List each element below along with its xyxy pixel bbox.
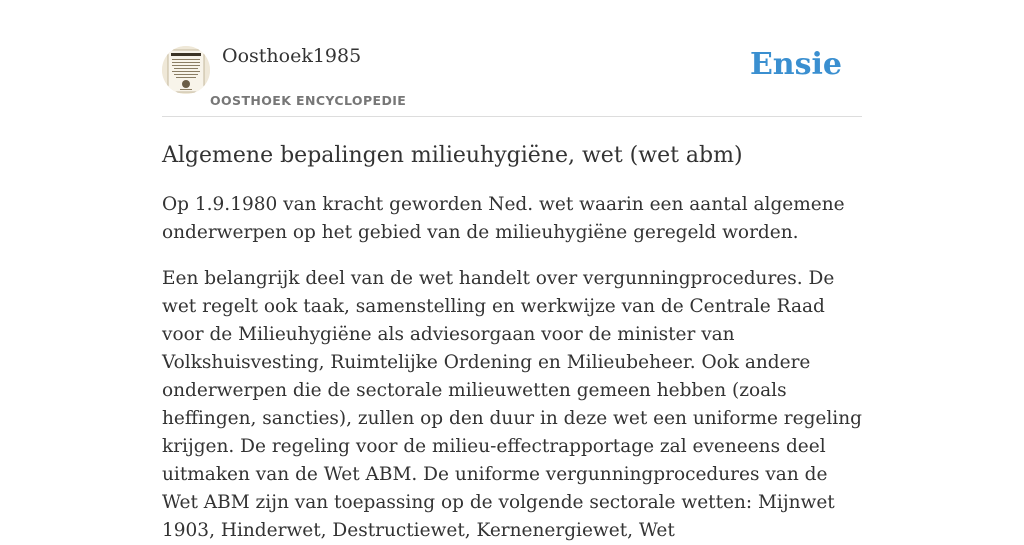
- brand-logo[interactable]: Ensie: [749, 47, 842, 82]
- article-title: Algemene bepalingen milieuhygiëne, wet (wet abm): [162, 143, 743, 168]
- avatar[interactable]: [162, 46, 210, 94]
- article-paragraph: Op 1.9.1980 van kracht geworden Ned. wet waarin een aantal algemene onderwerpen op het gebied van de milieuhygiëne geregeld worden.: [162, 194, 845, 243]
- author-name[interactable]: Oosthoek1985: [222, 45, 362, 67]
- source-label[interactable]: OOSTHOEK ENCYCLOPEDIE: [210, 93, 407, 108]
- header: [162, 0, 862, 117]
- article-paragraph: Een belangrijk deel van de wet handelt over vergunningprocedures. De wet regelt ook taak, samenstelling en werkwijze van de Centrale Raad voor de Milieuhygiëne als adviesorgaan voor de minister van Volkshuisvesting, Ruimtelijke Ordening en Milieubeheer. Ook andere onderwerpen die de sectorale milieuwetten gemeen hebben (zoals heffingen, sancties), zullen op den duur in deze wet een uniforme regeling krijgen. De regeling voor de milieu-effectrapportage zal eveneens deel uitmaken van de Wet ABM. De uniforme vergunningprocedures van de Wet ABM zijn van toepassing op de volgende sectorale wetten: Mijnwet 1903, Hinderwet, Destructiewet, Kernenergiewet, Wet: [162, 268, 862, 541]
- page: [162, 0, 862, 545]
- encyclopedia-cover-icon: [162, 46, 210, 94]
